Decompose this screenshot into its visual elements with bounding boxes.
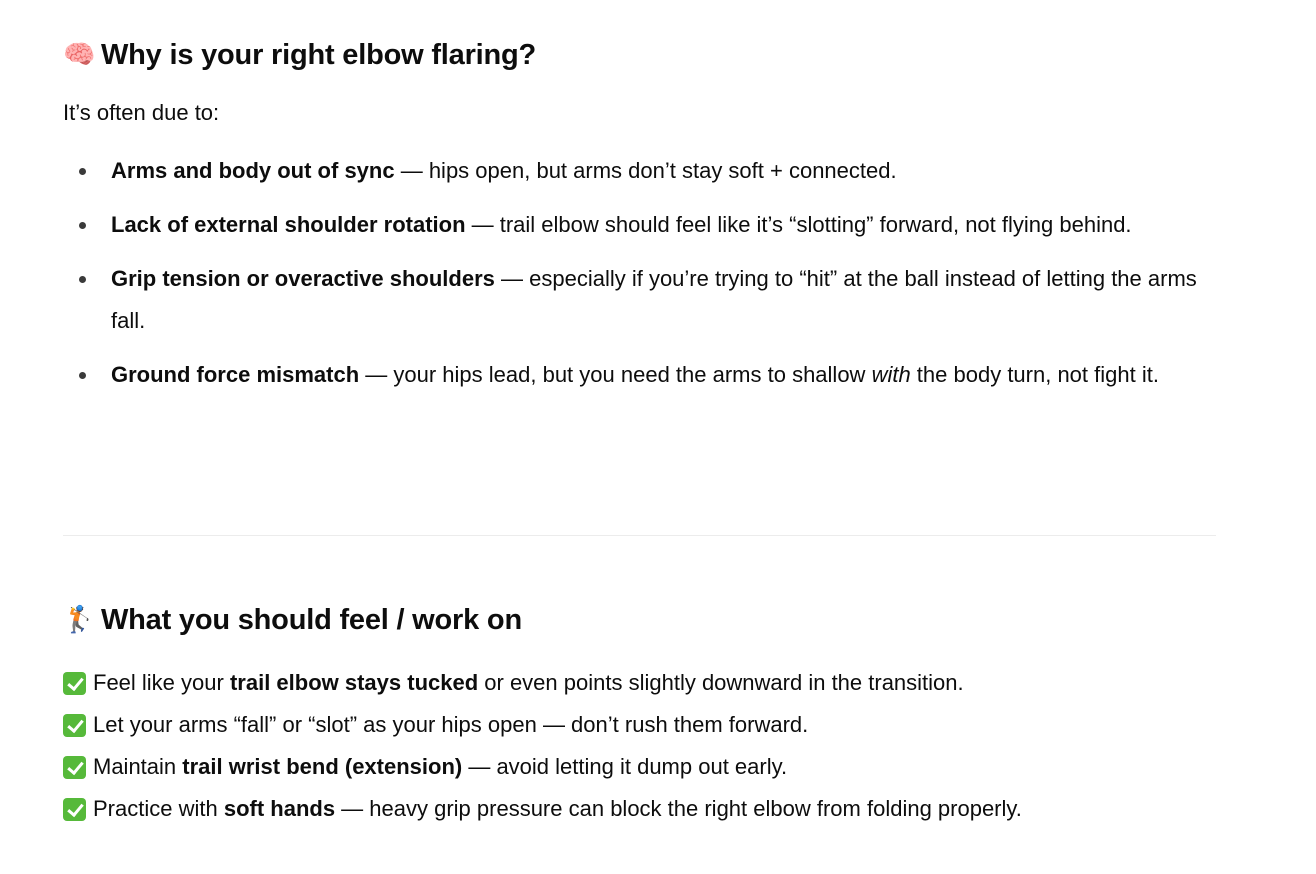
cause-text: — hips open, but arms don’t stay soft + connected.	[394, 158, 897, 183]
cause-italic: with	[871, 362, 911, 387]
cause-bold: Arms and body out of sync	[111, 158, 395, 183]
list-item	[111, 258, 1216, 342]
check-bold: trail wrist bend (extension)	[182, 754, 463, 779]
bullet-icon	[79, 222, 86, 229]
bullet-icon	[79, 168, 86, 175]
bullet-icon	[79, 372, 86, 379]
list-item	[111, 354, 1216, 396]
cause-text: — trail elbow should feel like it’s “slotting” forward, not flying behind.	[465, 212, 1132, 237]
white-check-mark-icon	[63, 798, 86, 821]
cause-text: — especially if you’re trying to “hit” at the ball instead of letting the arms fall.	[111, 266, 1197, 333]
check-text: Maintain	[93, 754, 183, 779]
check-text: Practice with	[93, 796, 224, 821]
check-bold: trail elbow stays tucked	[229, 670, 479, 695]
white-check-mark-icon	[63, 756, 86, 779]
check-text: or even points slightly downward in the transition.	[478, 670, 964, 695]
golfer-icon: 🏌️	[63, 605, 96, 635]
bullet-icon	[79, 276, 86, 283]
section-heading-what-to-feel	[63, 602, 522, 638]
check-text: — heavy grip pressure can block the right elbow from folding properly.	[335, 796, 1022, 821]
list-item	[63, 662, 1022, 704]
causes-list	[63, 150, 1216, 408]
section-heading-text: What you should feel / work on	[101, 604, 522, 636]
cause-text: the body turn, not fight it.	[910, 362, 1159, 387]
cause-text: — your hips lead, but you need the arms to shallow	[359, 362, 872, 387]
list-item	[63, 704, 1022, 746]
list-item	[111, 204, 1216, 246]
brain-icon: 🧠	[63, 40, 96, 70]
cause-bold: Grip tension or overactive shoulders	[111, 266, 495, 291]
cause-bold: Lack of external shoulder rotation	[111, 212, 466, 237]
section-heading-text: Why is your right elbow flaring?	[101, 39, 537, 71]
white-check-mark-icon	[63, 672, 86, 695]
check-text: Feel like your	[93, 670, 230, 695]
list-item	[111, 150, 1216, 192]
list-item	[63, 746, 1022, 788]
intro-text: It’s often due to:	[63, 100, 220, 125]
section-divider	[63, 535, 1216, 536]
check-text: Let your arms “fall” or “slot” as your hips open — don’t rush them forward.	[93, 712, 809, 737]
check-bold: soft hands	[223, 796, 336, 821]
checklist	[63, 662, 1022, 830]
white-check-mark-icon	[63, 714, 86, 737]
check-text: — avoid letting it dump out early.	[462, 754, 788, 779]
list-item	[63, 788, 1022, 830]
section-heading-why-elbow-flaring	[63, 37, 536, 73]
cause-bold: Ground force mismatch	[111, 362, 360, 387]
